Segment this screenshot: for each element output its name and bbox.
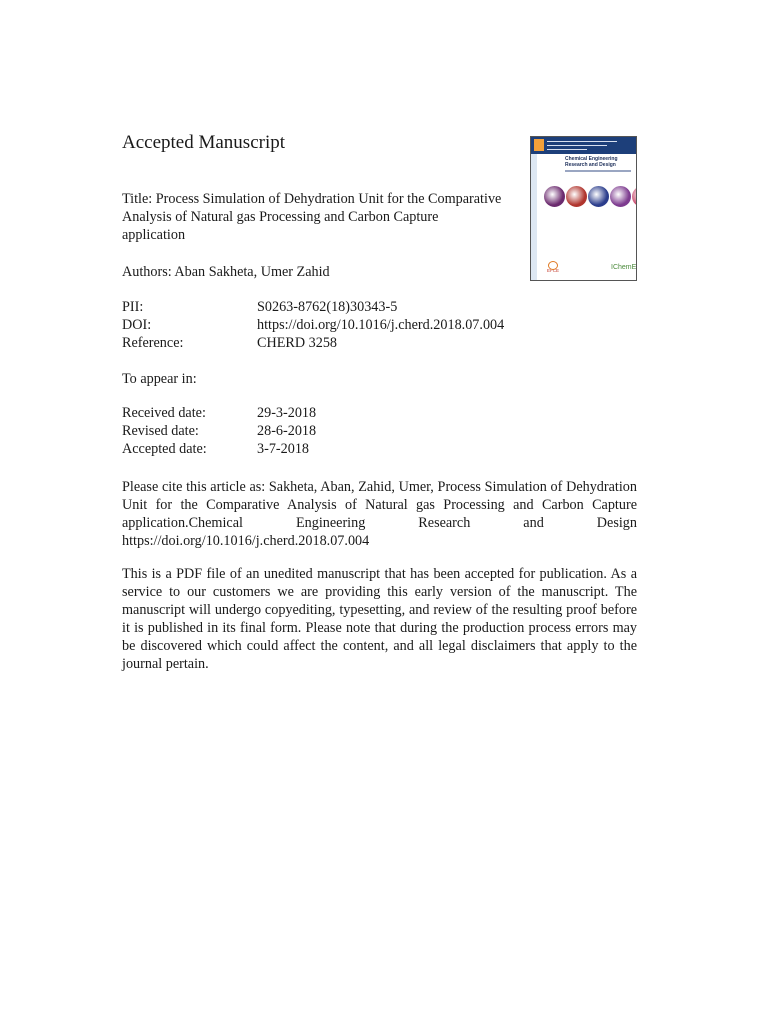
date-row-revised (122, 422, 316, 440)
cover-subtitle-line (565, 170, 631, 172)
cover-side-stripe (531, 154, 537, 281)
date-row-accepted (122, 440, 316, 458)
date-key: Received date: (122, 405, 206, 421)
article-title: Title: Process Simulation of Dehydration Unit for the Comparative Analysis of Natural gas Processing and Carbon Capture application (122, 191, 502, 243)
cover-band-line (547, 145, 607, 146)
cover-band-line (547, 141, 617, 142)
cover-journal-title: Chemical Engineering Research and Design (565, 156, 618, 168)
date-value: 3-7-2018 (257, 441, 310, 457)
doi-link[interactable]: https://doi.org/10.1016/j.cherd.2018.07.004 (257, 317, 505, 333)
meta-key: DOI: (122, 317, 152, 333)
cover-circle (609, 185, 632, 208)
efce-mark-icon (548, 261, 558, 270)
cover-circle (631, 185, 637, 208)
efce-logo (541, 261, 565, 277)
date-key: Revised date: (122, 423, 199, 439)
efce-label: EFCE (546, 268, 559, 273)
meta-row-pii (122, 298, 504, 316)
cover-image-circles (543, 185, 637, 209)
meta-row-doi (122, 316, 504, 334)
elsevier-logo (534, 139, 544, 151)
meta-value: CHERD 3258 (257, 335, 338, 351)
cover-band-line (547, 149, 587, 150)
page-heading: Accepted Manuscript (122, 132, 286, 153)
meta-value: S0263-8762(18)30343-5 (257, 299, 398, 315)
article-metadata (122, 298, 504, 352)
article-authors: Authors: Aban Sakheta, Umer Zahid (122, 264, 330, 280)
date-value: 29-3-2018 (257, 405, 317, 421)
to-appear-label: To appear in: (122, 371, 197, 387)
cover-circle (543, 185, 566, 208)
cover-circle (587, 185, 610, 208)
article-dates (122, 404, 316, 458)
cover-header-band (531, 137, 636, 154)
meta-key: PII: (122, 299, 144, 315)
meta-row-reference (122, 334, 504, 352)
date-key: Accepted date: (122, 441, 207, 457)
date-value: 28-6-2018 (257, 423, 317, 439)
meta-key: Reference: (122, 335, 184, 351)
date-row-received (122, 404, 316, 422)
journal-cover-image (530, 136, 637, 281)
disclaimer-paragraph: This is a PDF file of an unedited manuscript that has been accepted for publication. As a service to our customers we are providing this early version of the manuscript. The manuscript will undergo copyediting, typesetting, and review of the resulting proof before it is published in its final form. Please note that during the production process errors may be discovered which could affect the content, and all legal disclaimers that apply to the journal pertain. (122, 566, 637, 672)
citation-paragraph: Please cite this article as: Sakheta, Aban, Zahid, Umer, Process Simulation of Dehydration Unit for the Comparative Analysis of Natural gas Processing and Carbon Capture application.Chemical Engineering Research and Design https://doi.org/10.1016/j.cherd.2018.07.004 (122, 479, 637, 549)
icheme-logo: IChemE (611, 264, 637, 271)
cover-circle (565, 185, 588, 208)
